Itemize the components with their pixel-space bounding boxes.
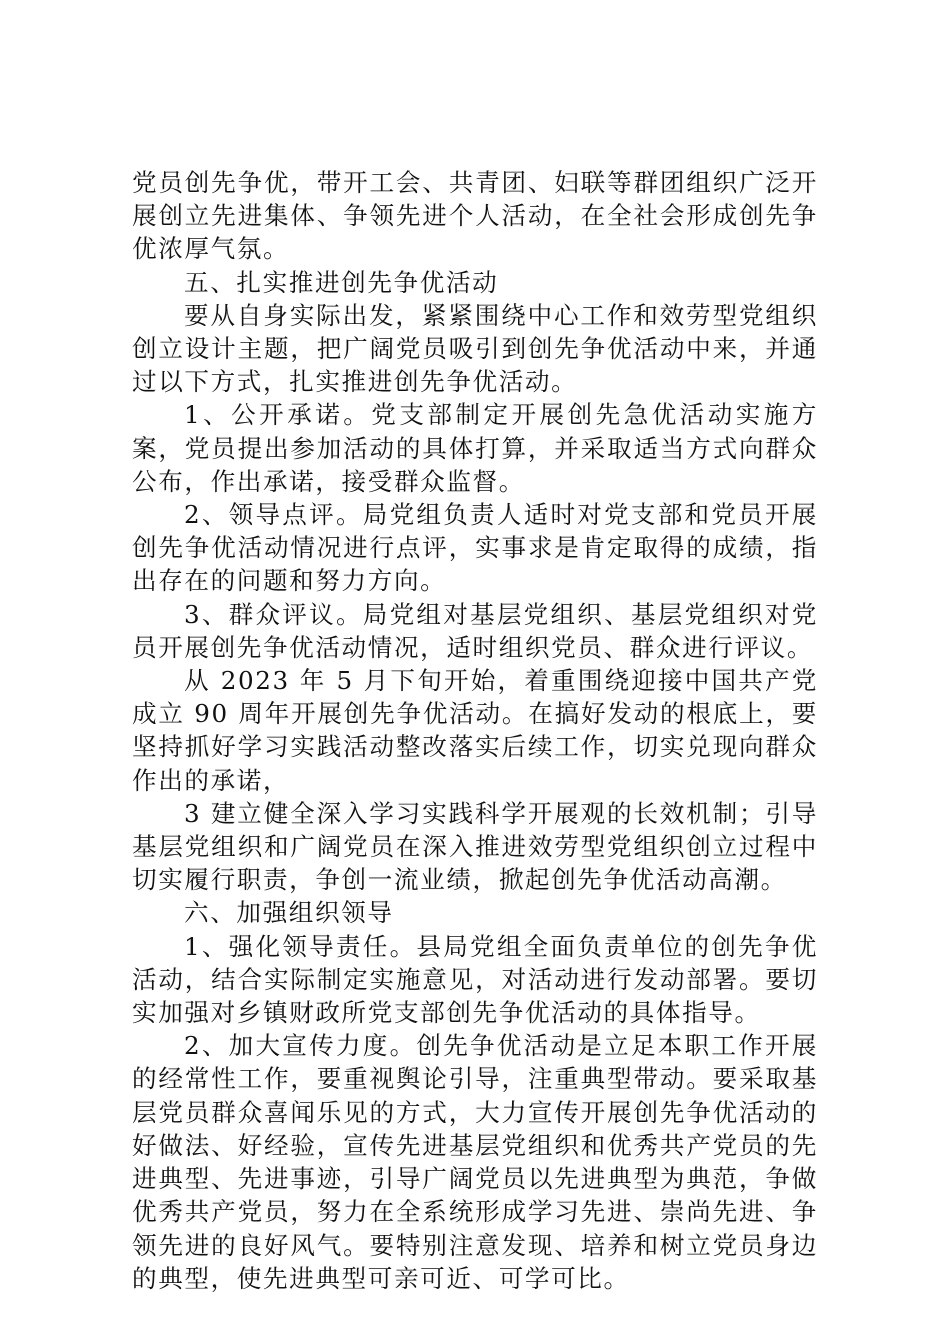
paragraph: 六、加强组织领导 [184,898,394,928]
paragraph: 党员创先争优，带开工会、共青团、妇联等群团组织广泛开展创立先进集体、争领先进个人活动，在全社会形成创先争优浓厚气氛。 [132,168,818,264]
paragraph: 2、领导点评。局党组负责人适时对党支部和党员开展创先争优活动情况进行点评，实事求是肯定取得的成绩，指出存在的问题和努力方向。 [132,500,818,596]
paragraph: 五、扎实推进创先争优活动 [184,267,499,297]
paragraph: 从 2023 年 5 月下旬开始，着重围绕迎接中国共产党成立 90 周年开展创先争优活动。在搞好发动的根底上，要坚持抓好学习实践活动整改落实后续工作，切实兑现向群众作出的承诺， [132,666,818,795]
paragraph: 要从自身实际出发，紧紧围绕中心工作和效劳型党组织创立设计主题，把广阔党员吸引到创先争优活动中来，并通过以下方式，扎实推进创先争优活动。 [132,300,818,397]
paragraph: 3 建立健全深入学习实践科学开展观的长效机制；引导基层党组织和广阔党员在深入推进效劳型党组织创立过程中切实履行职责，争创一流业绩，掀起创先争优活动高潮。 [132,798,818,895]
paragraph: 3、群众评议。局党组对基层党组织、基层党组织对党员开展创先争优活动情况，适时组织党员、群众进行评议。 [132,599,818,662]
paragraph: 1、强化领导责任。县局党组全面负责单位的创先争优活动，结合实际制定实施意见，对活动进行发动部署。要切实加强对乡镇财政所党支部创先争优活动的具体指导。 [132,931,818,1028]
paragraph: 2、加大宣传力度。创先争优活动是立足本职工作开展的经常性工作，要重视舆论引导，注重典型带动。要采取基层党员群众喜闻乐见的方式，大力宣传开展创先争优活动的好做法、好经验，宣传先进基层党组织和优秀共产党员的先进典型、先进事迹，引导广阔党员以先进典型为典范，争做优秀共产党员，努力在全系统形成学习先进、崇尚先进、争领先进的良好风气。要特别注意发现、培养和树立党员身边的典型，使先进典型可亲可近、可学可比。 [132,1031,818,1293]
paragraph: 1、公开承诺。党支部制定开展创先急优活动实施方案，党员提出参加活动的具体打算，并采取适当方式向群众公布，作出承诺，接受群众监督。 [132,400,818,496]
document-body [132,166,818,1295]
